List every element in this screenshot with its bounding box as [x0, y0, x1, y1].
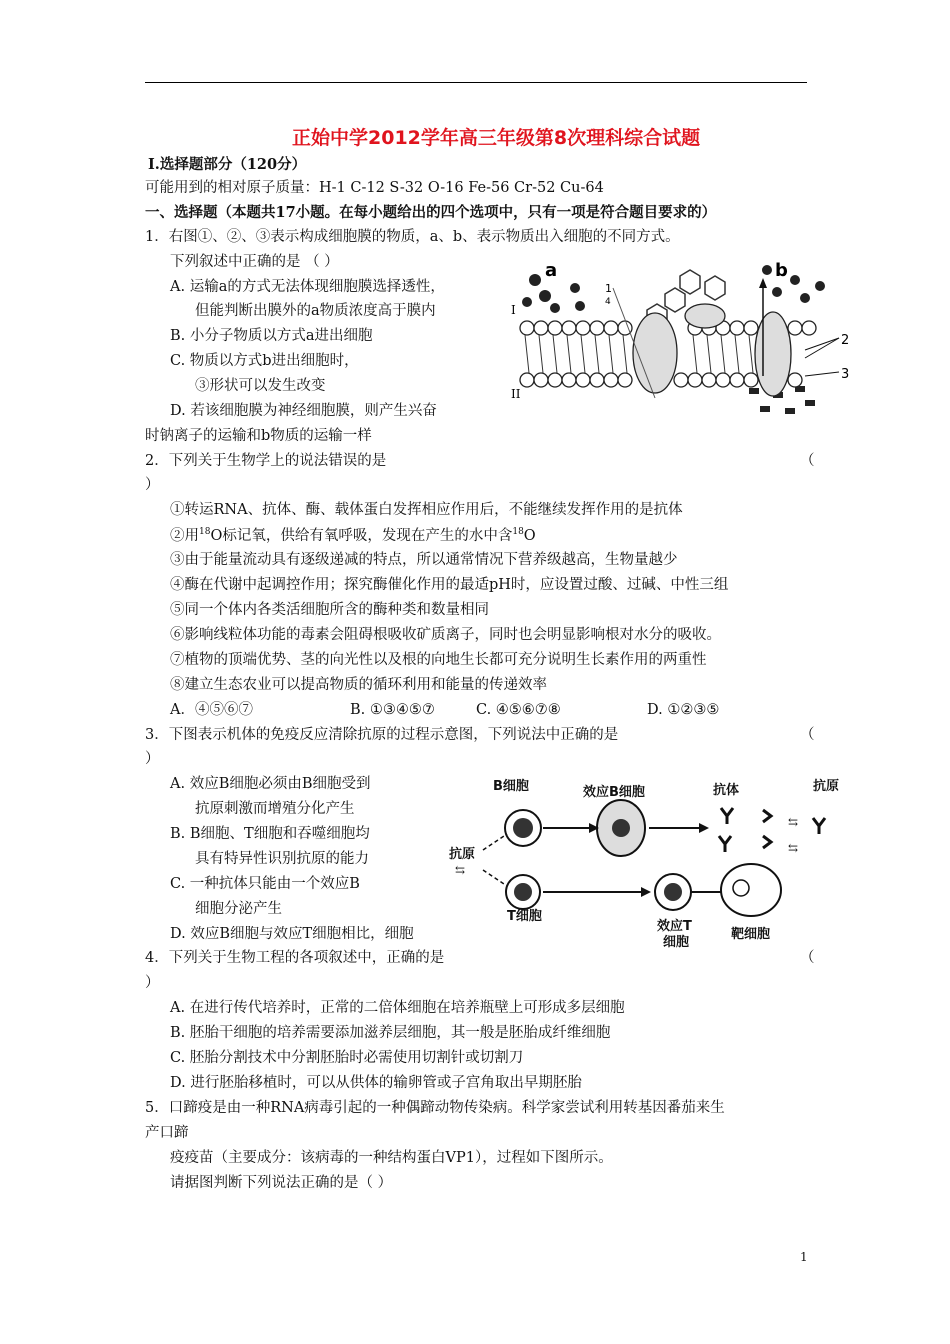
label-effector-t-2: 细胞	[663, 935, 690, 950]
label-2: 2	[841, 333, 850, 348]
q2-item-8: ⑧建立生态农业可以提高物质的循环利用和能量的传递效率	[170, 677, 547, 693]
q1-option-c2: ③形状可以发生改变	[195, 378, 326, 394]
label-antigen-right: 抗原	[813, 779, 840, 794]
q5-stem3: 疫疫苗（主要成分：该病毒的一种结构蛋白VP1），过程如下图所示。	[170, 1150, 613, 1166]
q1-option-a2: 但能判断出膜外的a物质浓度高于膜内	[195, 303, 436, 319]
part-heading: Ⅰ.选择题部分（120分）	[148, 156, 307, 173]
cell-membrane-diagram	[505, 258, 855, 418]
q1-option-d2: 时钠离子的运输和b物质的运输一样	[145, 428, 372, 444]
label-t-cell: T细胞	[507, 909, 542, 924]
q3-option-b1: B. B细胞、T细胞和吞噬细胞均	[170, 826, 370, 842]
q3-option-d: D. 效应B细胞与效应T细胞相比，细胞	[170, 926, 414, 942]
q4-paren-right: ）	[145, 975, 160, 991]
q2-item-7: ⑦植物的顶端优势、茎的向光性以及根的向地生长都可充分说明生长素作用的两重性	[170, 652, 707, 668]
q2-item-6: ⑥影响线粒体功能的毒素会阻碍根吸收矿质离子，同时也会明显影响根对水分的吸收。	[170, 627, 721, 643]
q2-paren-right: ）	[145, 477, 160, 493]
label-b: b	[775, 260, 788, 281]
q2-option-a: A．④⑤⑥⑦	[170, 702, 253, 718]
svg-text:⇆: ⇆	[788, 841, 799, 855]
q3-paren-right: ）	[145, 751, 160, 767]
label-effector-b-cell: 效应B细胞	[583, 785, 645, 800]
page-title: 正始中学2012学年高三年级第8次理科综合试题	[292, 127, 701, 149]
q3-option-b2: 具有特异性识别抗原的能力	[195, 851, 369, 867]
q1-option-a1: A. 运输a的方式无法体现细胞膜选择透性，	[170, 279, 445, 295]
atomic-mass-line: 可能用到的相对原子质量：H-1 C-12 S-32 O-16 Fe-56 Cr-52 Cu-64	[145, 180, 604, 196]
q3-option-c1: C. 一种抗体只能由一个效应B	[170, 876, 360, 892]
immune-response-diagram	[443, 770, 853, 955]
q3-option-c2: 细胞分泌产生	[195, 901, 282, 917]
q5-stem2: 产口蹄	[145, 1125, 189, 1141]
q2-item-5: ⑤同一个体内各类活细胞所含的酶种类和数量相同	[170, 602, 489, 618]
svg-text:⇆: ⇆	[788, 815, 799, 829]
label-1: 1	[605, 282, 612, 295]
q4-paren-left: （	[800, 950, 815, 966]
label-b-cell: B细胞	[493, 779, 529, 794]
label-I: I	[511, 303, 516, 317]
label-antigen-left: 抗原	[449, 847, 476, 862]
label-II: II	[511, 387, 521, 401]
q1-option-c1: C. 物质以方式b进出细胞时，	[170, 353, 359, 369]
q4-stem: 4．下列关于生物工程的各项叙述中，正确的是	[145, 950, 445, 966]
q1-stem2: 下列叙述中正确的是 （ ）	[170, 254, 339, 270]
label-target-cell: 靶细胞	[731, 927, 771, 942]
q3-option-a1: A. 效应B细胞必须由B细胞受到	[170, 776, 371, 792]
q2-item-3: ③由于能量流动具有逐级递减的特点，所以通常情况下营养级越高，生物量越少	[170, 552, 678, 568]
q1-option-b: B. 小分子物质以方式a进出细胞	[170, 328, 373, 344]
q5-stem: 5．口蹄疫是由一种RNA病毒引起的一种偶蹄动物传染病。科学家尝试利用转基因番茄来生	[145, 1100, 725, 1116]
q4-option-d: D. 进行胚胎移植时，可以从供体的输卵管或子宫角取出早期胚胎	[170, 1075, 582, 1091]
q5-stem4: 请据图判断下列说法正确的是（ ）	[170, 1175, 393, 1191]
header-rule	[145, 82, 807, 83]
q2-stem: 2．下列关于生物学上的说法错误的是	[145, 453, 387, 469]
page-number: 1	[800, 1250, 808, 1264]
q4-option-a: A. 在进行传代培养时，正常的二倍体细胞在培养瓶壁上可形成多层细胞	[170, 1000, 625, 1016]
q4-option-c: C. 胚胎分割技术中分割胚胎时必需使用切割针或切割刀	[170, 1050, 524, 1066]
q1-option-d1: D. 若该细胞膜为神经细胞膜，则产生兴奋	[170, 403, 437, 419]
q3-paren-left: （	[800, 727, 815, 743]
q2-option-d: D. ①②③⑤	[647, 702, 720, 718]
q2-item-4: ④酶在代谢中起调控作用；探究酶催化作用的最适pH时，应设置过酸、过碱、中性三组	[170, 577, 729, 593]
q2-paren-left: （	[800, 453, 815, 469]
q3-option-a2: 抗原刺激而增殖分化产生	[195, 801, 355, 817]
label-a: a	[545, 260, 558, 281]
q2-item-1: ①转运RNA、抗体、酶、载体蛋白发挥相应作用后，不能继续发挥作用的是抗体	[170, 502, 683, 518]
q2-option-b: B. ①③④⑤⑦	[350, 702, 435, 718]
q2-option-c: C. ④⑤⑥⑦⑧	[476, 702, 561, 718]
label-4: 4	[605, 297, 611, 307]
section-heading: 一、选择题（本题共17小题。在每小题给出的四个选项中，只有一项是符合题目要求的）	[145, 204, 717, 221]
q4-option-b: B. 胚胎干细胞的培养需要添加滋养层细胞，其一般是胚胎成纤维细胞	[170, 1025, 611, 1041]
svg-text:⇆: ⇆	[455, 863, 466, 877]
label-antibody: 抗体	[713, 783, 740, 798]
q3-stem: 3．下图表示机体的免疫反应清除抗原的过程示意图，下列说法中正确的是	[145, 727, 619, 743]
q2-item-2: ②用$^{18}$O标记氧，供给有氧呼吸，发现在产生的水中含$^{18}$O	[170, 527, 536, 544]
label-effector-t-1: 效应T	[657, 919, 692, 934]
label-3: 3	[841, 367, 850, 382]
q1-stem: 1．右图①、②、③表示构成细胞膜的物质，a、b、表示物质出入细胞的不同方式。	[145, 229, 680, 245]
